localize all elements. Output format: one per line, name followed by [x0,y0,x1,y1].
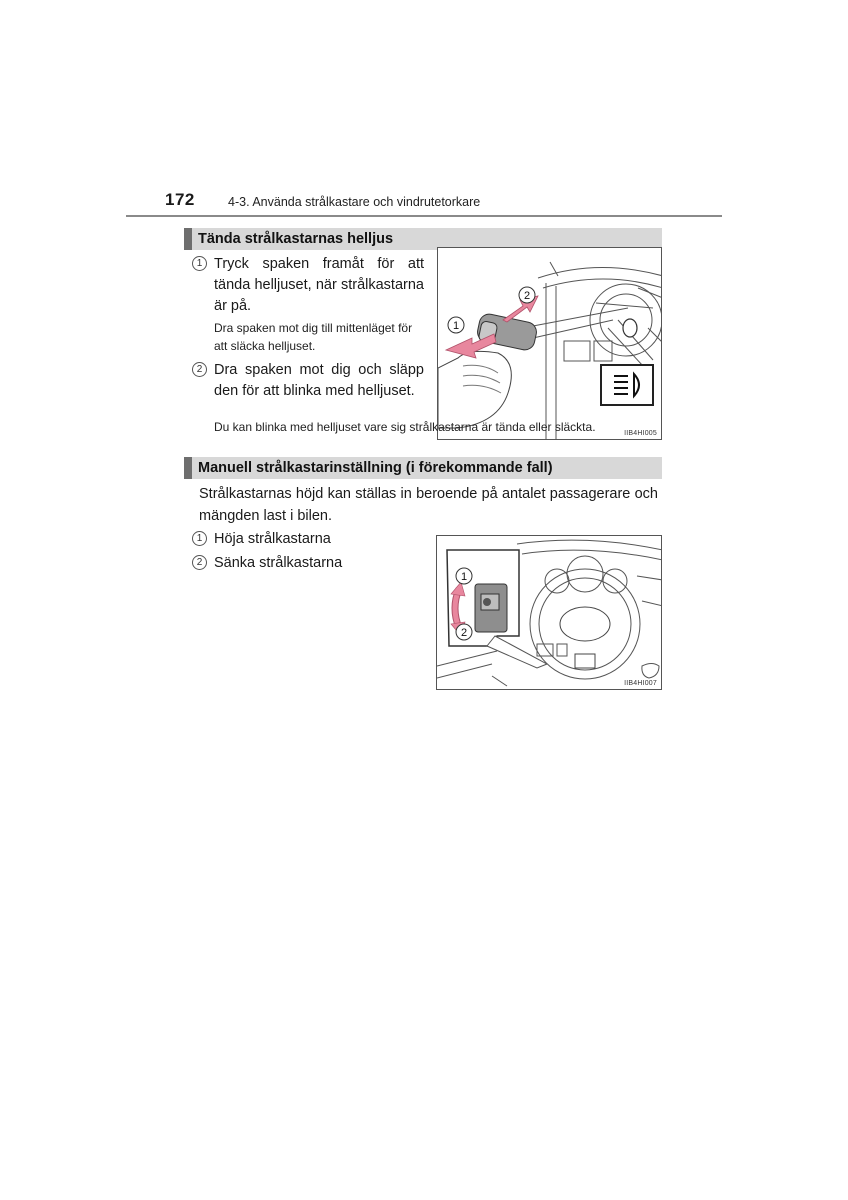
header-rule [126,215,722,217]
leveling-intro: Strålkastarnas höjd kan ställas in beroende på antalet passagerare och mängden last i bilen. [199,486,658,524]
step-2 [192,360,424,402]
step-lower [192,553,412,574]
lever-illustration [438,248,662,440]
step-1-note: Dra spaken mot dig till mittenläget för att släcka helljuset. [214,321,413,353]
step-number: 1 [192,531,207,546]
flash-note: Du kan blinka med helljuset vare sig strålkastarna är tända eller släckta. [214,420,596,434]
step-text: Sänka strålkastarna [214,555,343,571]
step-number: 1 [192,256,207,271]
step-text: Dra spaken mot dig och släpp den för att blinka med helljuset. [214,362,424,399]
page-number: 172 [165,190,195,209]
section-heading-headlight-leveling: Manuell strålkastarinställning (i förekommande fall) [184,457,662,479]
step-1 [192,254,424,317]
step-number: 2 [192,362,207,377]
step-text: Höja strålkastarna [214,531,331,547]
callout-1: 1 [452,320,460,332]
callout-1: 1 [460,571,468,583]
callout-2: 2 [460,627,468,639]
figure-leveling-dial [436,535,662,690]
figure-code: IIB4HI007 [624,680,657,687]
figure-headlight-lever [437,247,662,440]
step-text: Tryck spaken framåt för att tända helljuset, när strålkastarna är på. [214,256,424,314]
section-path: 4-3. Använda strålkastare och vindrutetorkare [228,195,481,209]
dial-illustration [437,536,662,690]
step-raise [192,529,412,550]
section-heading-high-beam: Tända strålkastarnas helljus [184,228,662,250]
figure-code: IIB4HI005 [624,430,657,437]
step-number: 2 [192,555,207,570]
callout-2: 2 [523,290,531,302]
